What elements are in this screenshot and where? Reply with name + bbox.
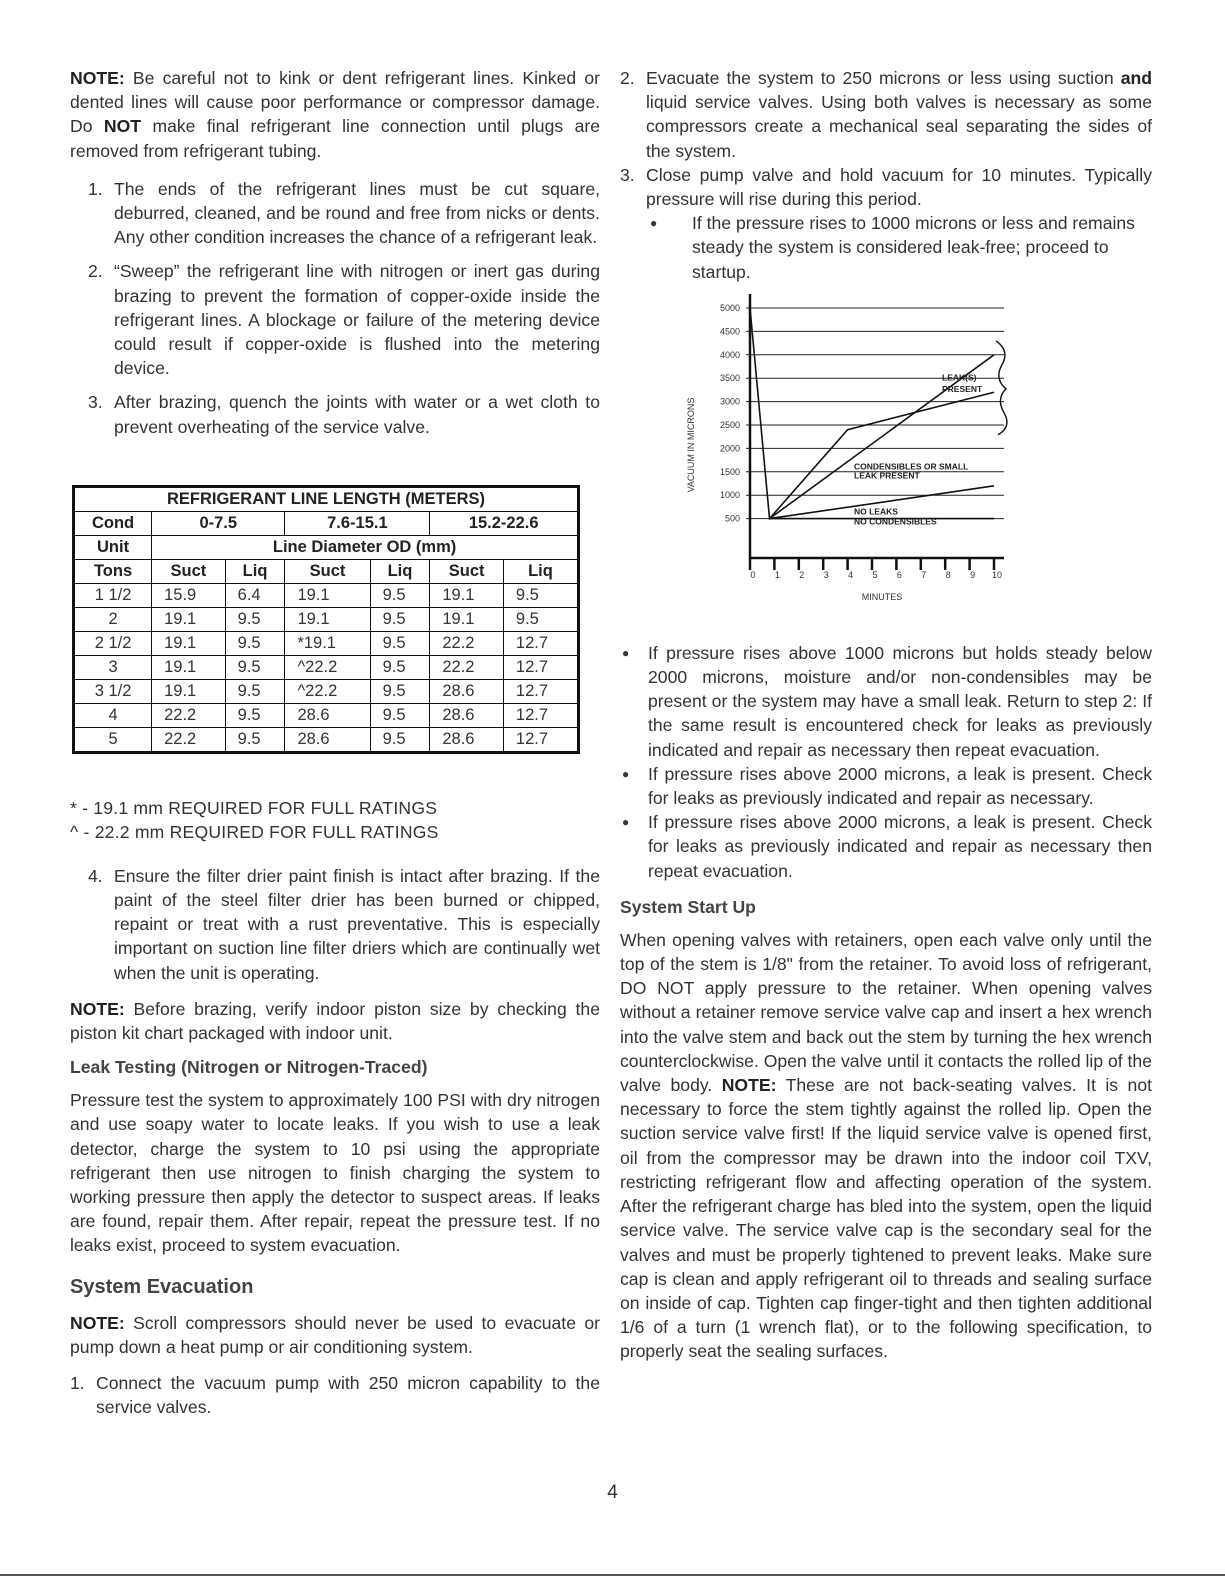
footnotes [70,796,600,844]
system-evacuation-heading: System Evacuation [70,1275,254,1298]
tons-cell: 3 [74,655,152,679]
y-tick-label: 2000 [719,443,740,454]
x-axis-label: MINUTES [861,591,903,602]
value-cell: 9.5 [225,703,285,727]
col-liq: Liq [503,559,578,583]
value-cell: 28.6 [430,727,504,752]
table-row [74,583,579,607]
value-cell: ^22.2 [285,655,370,679]
annotation-no-leaks: NO CONDENSIBLES [854,516,937,527]
col-liq: Liq [225,559,285,583]
range-header: 7.6-15.1 [285,511,430,535]
value-cell: 22.2 [430,655,504,679]
value-cell: 9.5 [225,727,285,752]
value-cell: 19.1 [285,583,370,607]
vacuum-chart [664,294,1152,629]
value-cell: 9.5 [370,607,430,631]
system-start-up-heading: System Start Up [620,896,756,917]
table-body [74,583,579,752]
value-cell: 19.1 [285,607,370,631]
x-tick-label: 6 [896,569,902,580]
list-item: 2. “Sweep” the refrigerant line with nitrogen or inert gas during brazing to prevent the formation of copper-oxide inside the refrigerant lines. A blockage or failure of the metering device could result if copper-oxide is flushed into the metering device. [88,261,600,379]
value-cell: 9.5 [370,703,430,727]
col-suct: Suct [285,559,370,583]
note-kink: NOTE: Be careful not to kink or dent refrigerant lines. Kinked or dented lines will cause poor performance or compressor damage. Do NOT make final refrigerant line connection until plugs are removed from refrigerant tubing. [70,68,600,161]
value-cell: 9.5 [225,679,285,703]
refrigerant-line-table [72,485,580,754]
x-tick-label: 4 [848,569,854,580]
range-header: 0-7.5 [152,511,285,535]
value-cell: 22.2 [152,727,226,752]
right-column [620,66,1152,1364]
value-cell: 12.7 [503,631,578,655]
y-axis-label: VACUUM IN MICRONS [686,397,696,493]
value-cell: 9.5 [370,583,430,607]
tons-cell: 3 1/2 [74,679,152,703]
table-row [74,703,579,727]
table-row [74,655,579,679]
x-tick-label: 3 [823,569,829,580]
annotation-leaks: PRESENT [942,384,983,395]
value-cell: 15.9 [152,583,226,607]
list-item: 1. Connect the vacuum pump with 250 micron capability to the service valves. [70,1373,600,1418]
x-tick-label: 0 [750,569,756,580]
value-cell: 19.1 [152,607,226,631]
value-cell: 6.4 [225,583,285,607]
value-cell: 9.5 [225,607,285,631]
series-line [750,308,994,519]
value-cell: 9.5 [503,583,578,607]
value-cell: 12.7 [503,703,578,727]
leak-testing-heading: Leak Testing (Nitrogen or Nitrogen-Traced) [70,1057,428,1078]
x-tick-label: 9 [970,569,976,580]
table-row [74,631,579,655]
y-tick-label: 1000 [719,490,740,501]
footnote-caret: ^ - 22.2 mm REQUIRED FOR FULL RATINGS [70,821,439,842]
col-unit: Unit [74,535,152,559]
list-item: 4. Ensure the filter drier paint finish is intact after brazing. If the paint of the steel filter drier has been burned or chipped, repaint or treat with a rust preventative. This is especially important on suction line filter driers which are continually wet when the unit is operating. [88,865,600,983]
x-tick-label: 7 [921,569,927,580]
annotation-condensibles: CONDENSIBLES OR SMALL [854,461,969,472]
value-cell: 9.5 [370,631,430,655]
annotation-no-leaks: NO LEAKS [854,506,898,517]
list-item: ● If pressure rises above 1000 microns but holds steady below 2000 microns, moisture and/or non-condensibles may be present or the system may have a small leak. Return to step 2: If the same result is encountered check for leaks as previously indicated and repair as necessary then repeat evacuation. [622,642,1152,760]
x-tick-label: 10 [991,569,1003,580]
leak-testing-text: Pressure test the system to approximately 100 PSI with dry nitrogen and use soapy water to locate leaks. If you wish to use a leak detector, charge the system to 10 psi using the appropriate refrigerant then use nitrogen to finish charging the system to working pressure then apply the detector to suspect areas. If leaks are found, repair them. After repair, repeat the pressure test. If no leaks exist, proceed to system evacuation. [70,1090,600,1256]
y-tick-label: 4500 [719,326,740,337]
list-item: 3. After brazing, quench the joints with water or a wet cloth to prevent overheating of the service valve. [88,392,600,437]
value-cell: 19.1 [152,655,226,679]
value-cell: 22.2 [430,631,504,655]
y-tick-label: 500 [724,513,740,524]
col-liq: Liq [370,559,430,583]
y-tick-label: 2500 [719,419,740,430]
list-item: 3. Close pump valve and hold vacuum for 10 minutes. Typically pressure will rise during this period. [620,164,1152,210]
table-row [74,679,579,703]
col-suct: Suct [152,559,226,583]
col-tons: Tons [74,559,152,583]
value-cell: 28.6 [285,727,370,752]
value-cell: 19.1 [430,607,504,631]
list-item: 2. Evacuate the system to 250 microns or less using suction and liquid service valves. Using both valves is necessary as some compressors create a mechanical seal separating the sides of the system. [620,68,1152,161]
y-tick-label: 3500 [719,373,740,384]
list-item: 1. The ends of the refrigerant lines must be cut square, deburred, cleaned, and be round and free from nicks or dents. Any other condition increases the chance of a refrigerant leak. [88,178,600,248]
annotation-leaks: LEAK(S) [942,372,977,383]
note-scroll: NOTE: Scroll compressors should never be used to evacuate or pump down a heat pump or air conditioning system. [70,1312,600,1357]
tons-cell: 2 [74,607,152,631]
list-item: ● If pressure rises above 2000 microns, a leak is present. Check for leaks as previously indicated and repair as necessary. [622,763,1152,809]
y-tick-label: 5000 [719,302,740,313]
y-tick-label: 3000 [719,396,740,407]
value-cell: 19.1 [152,631,226,655]
list-item: ● If pressure rises above 2000 microns, a leak is present. Check for leaks as previously indicated and repair as necessary then repeat evacuation. [622,812,1152,881]
col-suct: Suct [430,559,504,583]
value-cell: 9.5 [370,727,430,752]
x-tick-label: 5 [872,569,878,580]
value-cell: 9.5 [370,655,430,679]
series-line [770,392,994,518]
line-diameter-header: Line Diameter OD (mm) [152,535,579,559]
left-column [70,66,600,1420]
col-cond: Cond [74,511,152,535]
x-tick-label: 8 [945,569,951,580]
value-cell: 12.7 [503,727,578,752]
value-cell: 19.1 [430,583,504,607]
value-cell: ^22.2 [285,679,370,703]
value-cell: 12.7 [503,655,578,679]
tons-cell: 4 [74,703,152,727]
y-tick-label: 4000 [719,349,740,360]
table-row [74,727,579,752]
value-cell: *19.1 [285,631,370,655]
x-tick-label: 2 [799,569,805,580]
y-tick-label: 1500 [719,466,740,477]
vacuum-chart-svg [664,294,1084,624]
value-cell: 9.5 [370,679,430,703]
x-tick-label: 1 [774,569,780,580]
tons-cell: 2 1/2 [74,631,152,655]
bottom-rule [0,1574,1225,1576]
table-title: REFRIGERANT LINE LENGTH (METERS) [74,486,579,511]
range-header: 15.2-22.6 [430,511,579,535]
page-number: 4 [607,1482,618,1503]
start-up-text: When opening valves with retainers, open each valve only until the top of the stem is 1/8" from the retainer. To avoid loss of refrigerant, DO NOT apply pressure to the retainer. When opening valves without a retainer remove service valve cap and insert a hex wrench into the valve stem and back out the stem by turning the hex wrench counterclockwise. Open the valve until it contacts the rolled lip of the valve body. NOTE: These are not back-seating valves. It is not necessary to force the stem tightly against the rolled lip. Open the suction service valve first! If the liquid service valve is opened first, oil from the compressor may be drawn into the indoor coil TXV, restricting refrigerant flow and affecting operation of the system. After the refrigerant charge has bled into the system, open the liquid service valve. The service valve cap is the secondary seal for the valves and must be properly tightened to prevent leaks. Make sure cap is clean and apply refrigerant oil to threads and sealing surface on inside of cap. Tighten cap finger-tight and then tighten additional 1/6 of a turn (1 wrench flat), or to the following specification, to properly seat the sealing surfaces. [620,929,1153,1362]
value-cell: 28.6 [285,703,370,727]
value-cell: 22.2 [152,703,226,727]
sub-bullet: ● If the pressure rises to 1000 microns or less and remains steady the system is considered leak-free; proceed to startup. [650,213,1135,282]
tons-cell: 1 1/2 [74,583,152,607]
footnote-star: * - 19.1 mm REQUIRED FOR FULL RATINGS [70,797,438,818]
value-cell: 19.1 [152,679,226,703]
value-cell: 12.7 [503,679,578,703]
value-cell: 9.5 [225,655,285,679]
value-cell: 28.6 [430,703,504,727]
tons-cell: 5 [74,727,152,752]
value-cell: 28.6 [430,679,504,703]
value-cell: 9.5 [225,631,285,655]
annotation-condensibles: LEAK PRESENT [854,470,920,481]
note-piston: NOTE: Before brazing, verify indoor piston size by checking the piston kit chart packaged with indoor unit. [70,998,600,1044]
value-cell: 9.5 [503,607,578,631]
table-row [74,607,579,631]
